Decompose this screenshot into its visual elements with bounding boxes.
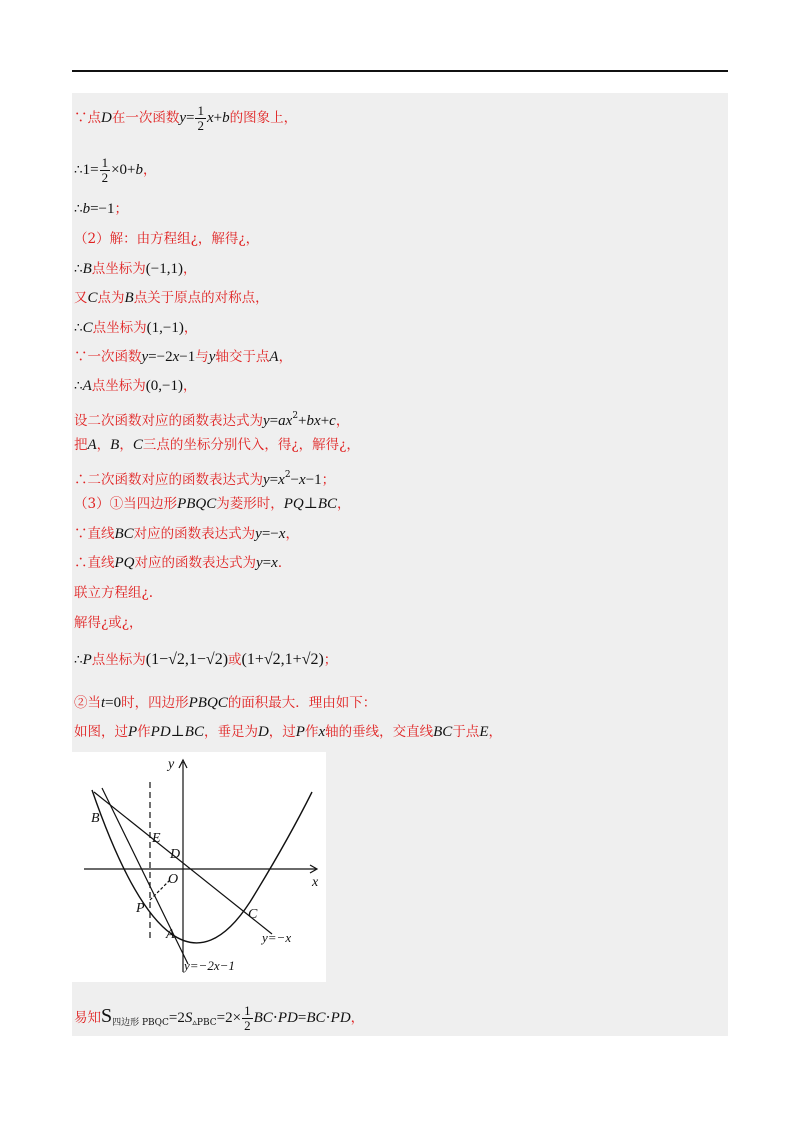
fraction-half: $\frac{1}{2}$ <box>244 1003 251 1033</box>
line-14: ∵直线BC对应的函数表达式为y=−x， <box>74 526 299 542</box>
line-10: 设二次函数对应的函数表达式为$y=ax^2+bx+c$， <box>74 411 350 429</box>
line-12: ∴二次函数对应的函数表达式为$y=x^2-x-1$； <box>74 470 336 488</box>
line-16: 联立方程组¿. <box>74 585 154 601</box>
label-line2: y=−2x−1 <box>184 958 235 973</box>
label-y: y <box>168 757 175 772</box>
label-C: C <box>248 907 258 922</box>
parabola-graph <box>72 752 326 982</box>
line-9: ∴A点坐标为(0,−1)， <box>74 378 197 394</box>
label-x: x <box>312 875 319 890</box>
line-20: 如图，过P作PD⊥BC，垂足为D，过P作x轴的垂线，交直线BC于点E， <box>74 724 502 740</box>
line-7: ∴C点坐标为(1,−1)， <box>74 320 198 336</box>
label-B: B <box>91 811 100 826</box>
line-13: （3）①当四边形PBQC为菱形时，PQ⊥BC， <box>74 496 351 512</box>
line-2: ∴1= $\frac{1}{2}$ ×0+b， <box>74 155 157 185</box>
line-21: 易知$S_{四边形 PBQC}=2S_{▵PBC}=2\times$ $\frac{1}{2}$ BC⋅PD=BC⋅PD， <box>74 1003 365 1033</box>
line-18: ∴P点坐标为(1−√2,1−√2)或(1+√2,1+√2)； <box>74 651 338 668</box>
graph-svg <box>72 752 326 982</box>
fraction-half: $\frac{1}{2}$ <box>197 103 204 133</box>
line-3: ∴b=−1； <box>74 201 129 217</box>
fraction-half: $\frac{1}{2}$ <box>101 155 109 185</box>
perpendicular-pd <box>150 880 170 900</box>
line-8: ∵一次函数y=−2x−1与y轴交于点A， <box>74 349 293 365</box>
line-11: 把A，B，C三点的坐标分别代入，得¿，解得¿， <box>74 437 360 453</box>
line-6: 又C点为B点关于原点的对称点， <box>74 290 269 306</box>
header-rule <box>72 70 728 72</box>
line-5: ∴B点坐标为(−1,1)， <box>74 261 197 277</box>
line-19: ②当t=0时，四边形PBQC的面积最大．理由如下： <box>74 695 377 711</box>
line-4: （2）解：由方程组¿，解得¿， <box>74 231 260 247</box>
line-15: ∴直线PQ对应的函数表达式为y=x． <box>74 555 292 571</box>
label-P: P <box>136 901 145 916</box>
label-E: E <box>152 831 161 846</box>
label-D: D <box>170 847 181 862</box>
line-1: ∵点D在一次函数y= $\frac{1}{2}$ x+b的图象上， <box>74 103 298 133</box>
label-O: O <box>168 872 179 887</box>
parabola-curve <box>92 790 312 943</box>
label-line1: y=−x <box>262 930 292 945</box>
label-A: A <box>166 927 175 942</box>
line-17: 解得¿或¿， <box>74 615 143 631</box>
